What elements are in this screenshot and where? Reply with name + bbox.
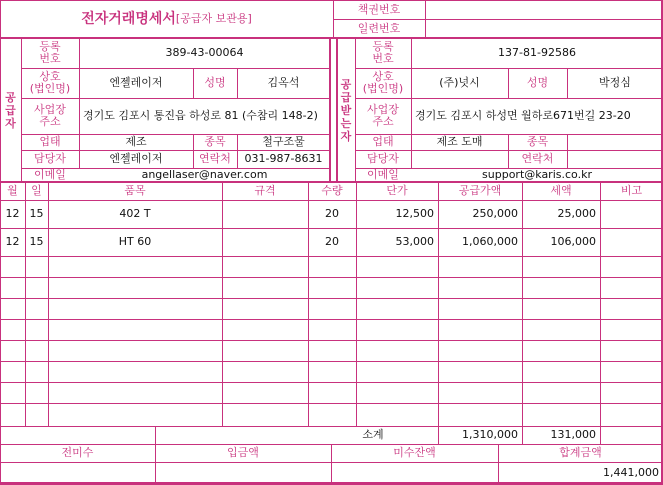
deposit-label: 입금액: [227, 446, 259, 459]
table-cell: [222, 228, 308, 256]
table-cell: 12,500: [395, 207, 434, 220]
rule-line: [0, 403, 663, 404]
column-header: 공급가액: [458, 184, 502, 197]
biz-item-label: 종목: [204, 135, 226, 148]
table-cell: 15: [29, 235, 44, 248]
receiver-side-label-char: 받: [340, 103, 352, 117]
receiver-side-label: [337, 38, 355, 182]
email-label: 이메일: [34, 168, 66, 181]
subtotal-supply: 1,310,000: [462, 428, 518, 441]
reg-no-label: 등록 번호: [39, 40, 61, 65]
address-label: 사업장 주소: [34, 103, 66, 128]
company-label: 상호 (법인명): [29, 70, 71, 95]
rule-line: [0, 340, 663, 341]
receiver-manager: [411, 150, 508, 168]
rule-line: [0, 298, 663, 299]
supplier-contact: 031-987-8631: [244, 152, 323, 165]
receiver-side-label-char: 급: [340, 90, 352, 104]
supplier-side-label-char: 급: [5, 103, 16, 117]
supplier-reg-no: 389-43-00064: [165, 46, 244, 59]
column-header: 단가: [386, 184, 408, 197]
receiver-contact: [567, 150, 663, 168]
contact-label: 연락처: [521, 152, 554, 165]
rule-line: [0, 277, 663, 278]
rule-line: [0, 361, 663, 362]
title-main: 전자거래명세서: [81, 11, 176, 27]
rule-line: [0, 256, 663, 257]
receiver-biz-type: 제조 도매: [436, 135, 483, 148]
supplier-ceo: 김옥석: [267, 76, 300, 89]
contact-label: 연락처: [199, 152, 231, 165]
table-cell: 250,000: [472, 207, 518, 220]
column-header: 월: [7, 184, 18, 197]
supplier-side-label-char: 공: [5, 90, 16, 104]
receiver-side-label-char: 자: [340, 129, 352, 143]
biz-item-label: 종목: [526, 135, 549, 148]
supplier-biz-item: 철구조물: [262, 135, 305, 148]
column-header: 규격: [254, 184, 276, 197]
receiver-side-label-char: 는: [340, 116, 352, 130]
table-cell: 25,000: [557, 207, 596, 220]
column-header: 일: [31, 184, 42, 197]
rule-line: [0, 382, 663, 383]
book-number-label: 책권번호: [357, 2, 401, 16]
rule-line: [600, 426, 601, 444]
table-cell: 1,060,000: [462, 235, 518, 248]
unpaid-label: 전미수: [61, 446, 94, 459]
table-cell: 53,000: [395, 235, 434, 248]
table-cell: [600, 200, 663, 228]
table-cell: 15: [29, 207, 44, 220]
column-header: 비고: [620, 184, 643, 197]
table-cell: 12: [5, 207, 20, 220]
receiver-reg-no: 137-81-92586: [498, 46, 576, 59]
biz-type-label: 업태: [372, 135, 394, 148]
table-cell: [600, 228, 663, 256]
column-header: 수량: [321, 184, 343, 197]
supplier-company: 엔젤레이저: [109, 76, 163, 89]
table-cell: 402 T: [119, 207, 151, 220]
table-cell: 20: [325, 235, 339, 248]
total-value: 1,441,000: [603, 466, 659, 479]
company-label: 상호 (법인명): [362, 70, 404, 95]
table-cell: [222, 200, 308, 228]
supplier-biz-type: 제조: [125, 135, 147, 148]
receiver-ceo: 박정심: [599, 76, 631, 89]
receiver-company: (주)넛시: [439, 76, 480, 89]
ceo-name-label: 성명: [526, 76, 549, 89]
column-header: 세액: [550, 184, 572, 197]
table-cell: 12: [5, 235, 20, 248]
ceo-name-label: 성명: [204, 76, 226, 89]
supplier-side-label: [0, 38, 21, 182]
supplier-email: angellaser@naver.com: [141, 168, 268, 181]
address-label: 사업장 주소: [367, 103, 399, 128]
receiver-email: support@karis.co.kr: [482, 168, 592, 181]
table-cell: 20: [325, 207, 339, 220]
rule-line: [0, 319, 663, 320]
total-label: 합계금액: [559, 446, 602, 459]
receiver-biz-item: [567, 134, 663, 150]
balance-label: 미수잔액: [393, 446, 436, 459]
serial-number-label: 일련번호: [357, 21, 401, 35]
table-cell: 106,000: [550, 235, 596, 248]
receiver-address: 경기도 김포시 하성면 월하로671번길 23-20: [415, 109, 631, 122]
subtotal-tax: 131,000: [550, 428, 596, 441]
reg-no-label: 등록 번호: [372, 40, 394, 65]
title-suffix: [공급자 보관용]: [175, 12, 252, 25]
manager-label: 담당자: [34, 152, 66, 165]
column-header: 품목: [124, 184, 146, 197]
supplier-side-label-char: 자: [5, 116, 16, 130]
table-cell: HT 60: [118, 235, 152, 248]
rule-line: [155, 426, 156, 444]
document-title: [0, 0, 333, 38]
receiver-side-label-char: 공: [340, 77, 352, 91]
subtotal-label: 소계: [362, 428, 384, 441]
manager-label: 담당자: [367, 152, 399, 165]
email-label: 이메일: [367, 168, 399, 181]
supplier-manager: 엔젤레이저: [109, 152, 163, 165]
supplier-address: 경기도 김포시 통진읍 하성로 81 (수참리 148-2): [83, 109, 318, 122]
biz-type-label: 업태: [39, 135, 61, 148]
